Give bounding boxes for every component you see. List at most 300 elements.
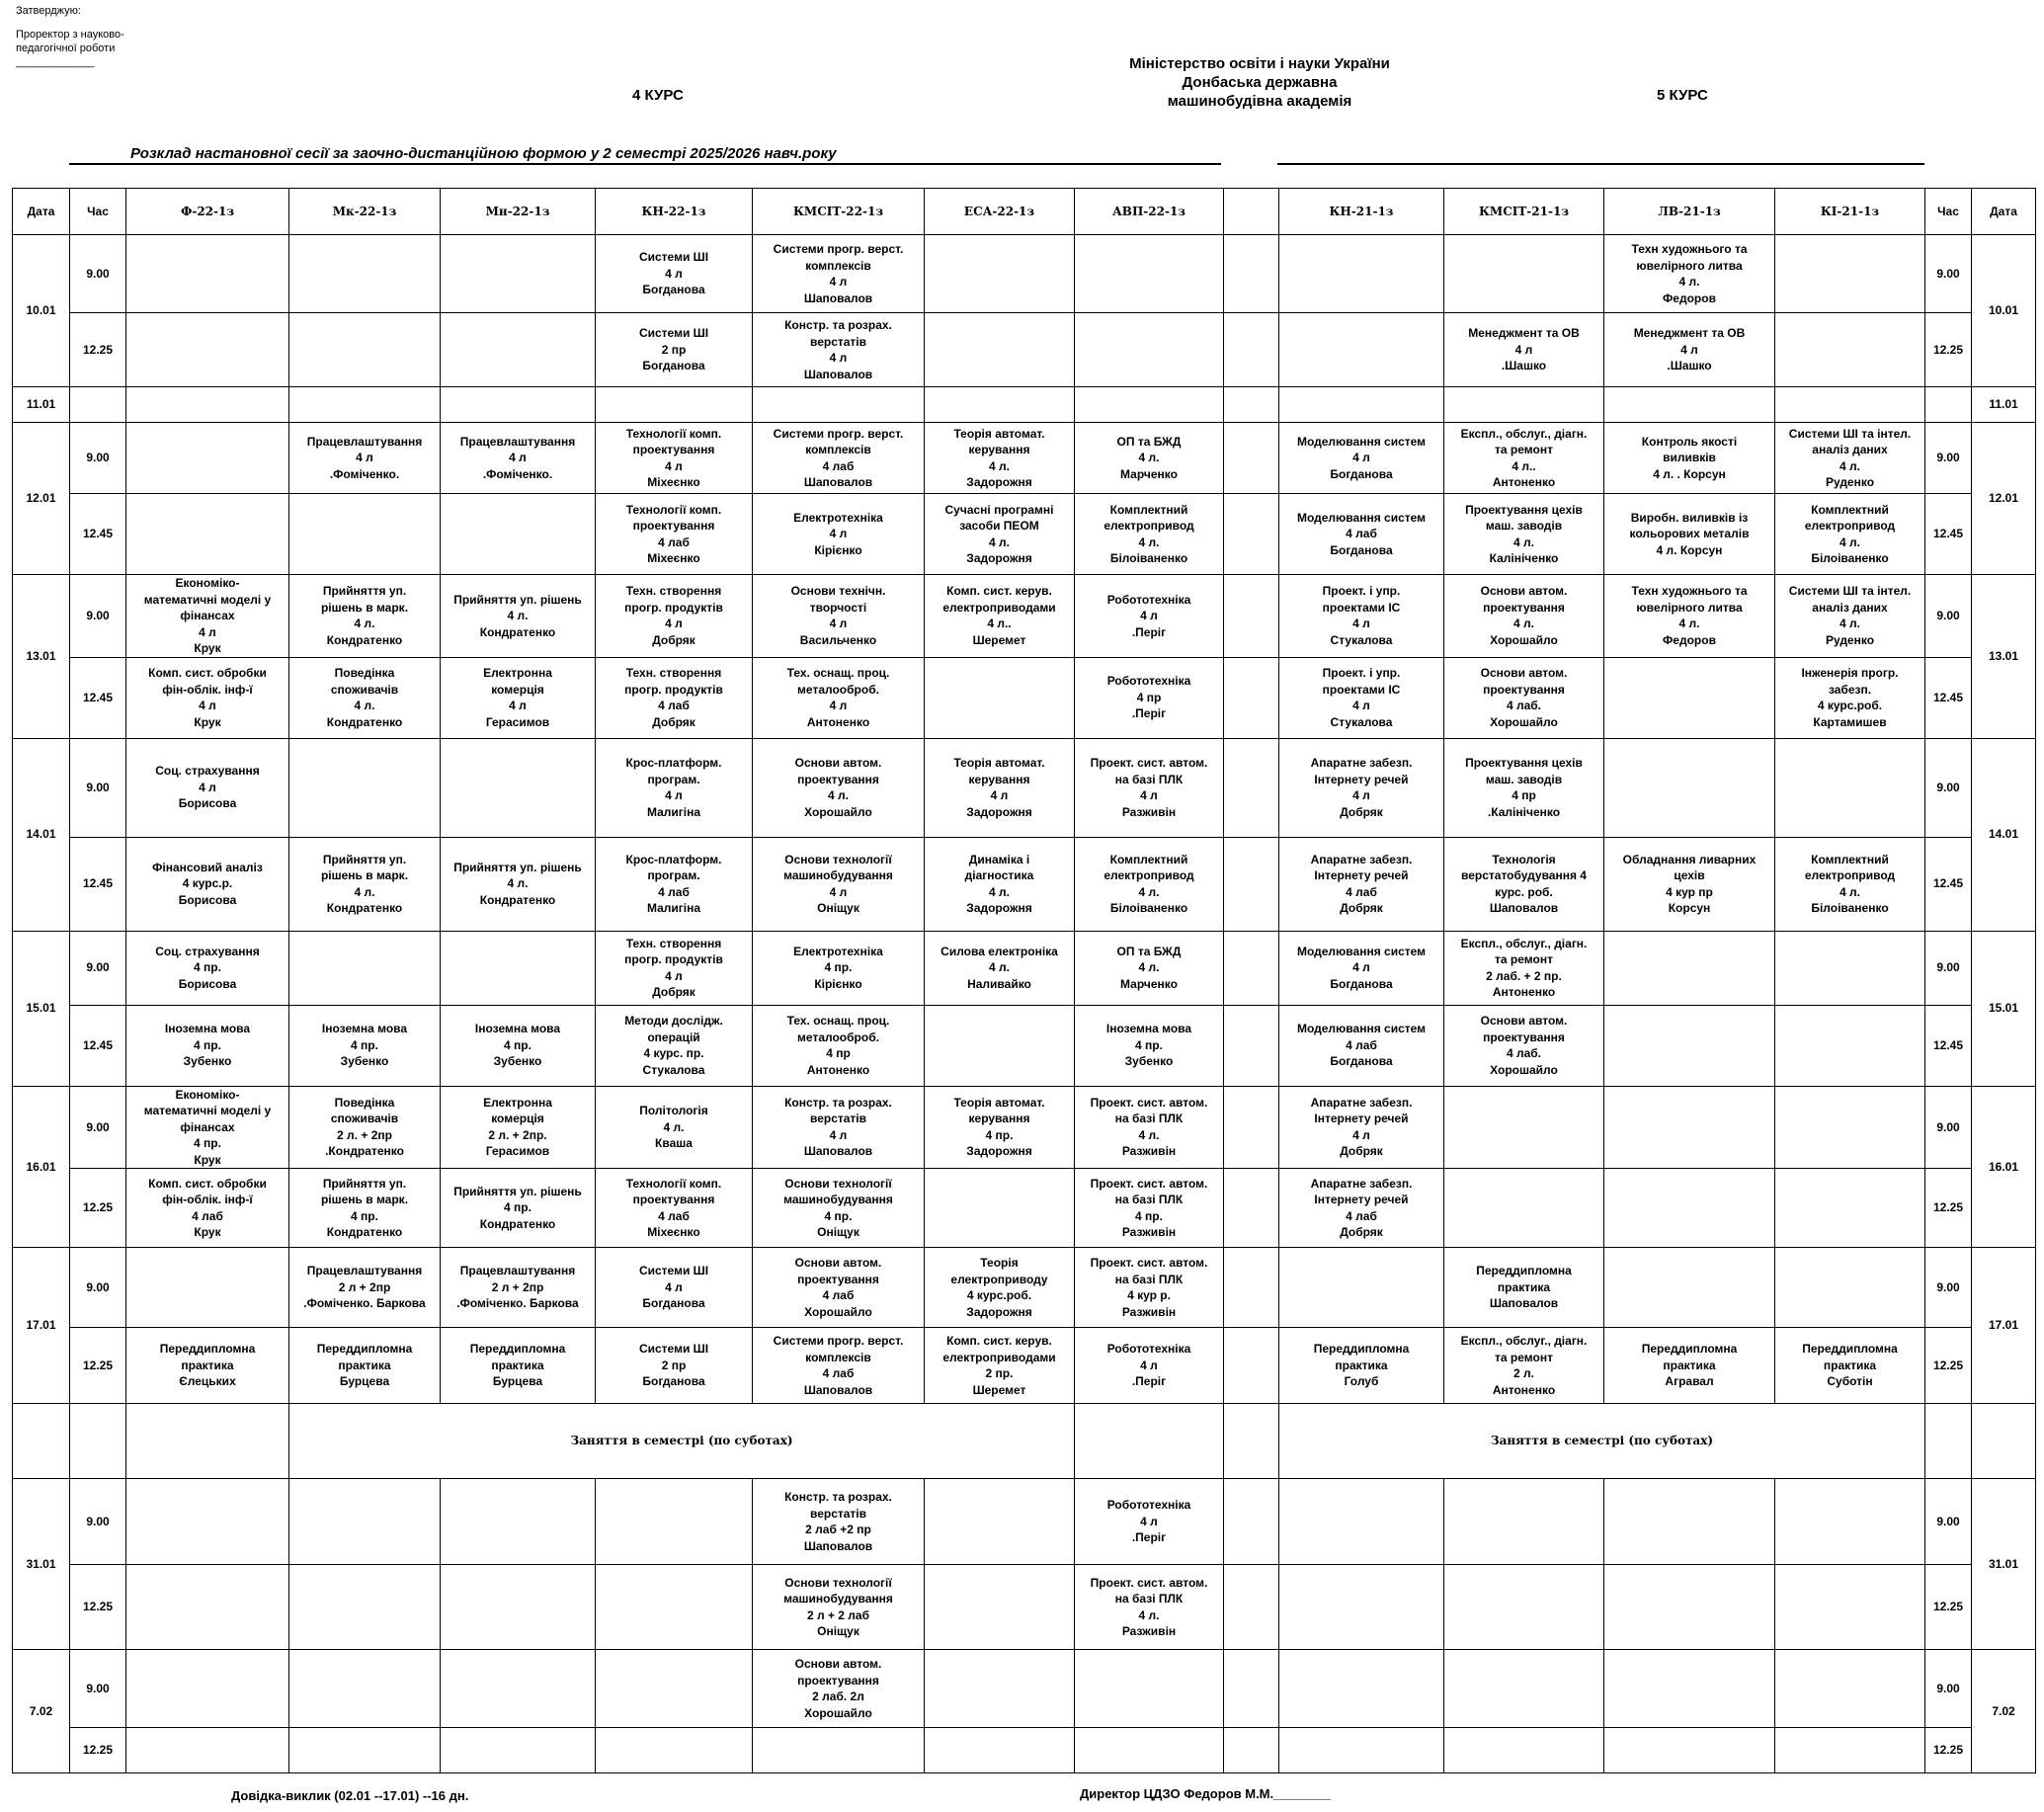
schedule-table <box>12 188 2036 1773</box>
class-cell <box>1604 1565 1775 1650</box>
class-cell <box>1279 1728 1444 1773</box>
time-cell: 9.00 <box>70 1086 126 1169</box>
gap-cell <box>1224 1248 1279 1328</box>
class-cell <box>1075 494 1224 575</box>
class-cell <box>1604 313 1775 387</box>
saturday-label: Заняття в семестрі (по суботах) <box>1279 1404 1925 1479</box>
schedule-row <box>13 1086 2036 1169</box>
class-cell <box>126 657 289 738</box>
gap-cell <box>1224 1728 1279 1773</box>
class-cell <box>1604 657 1775 738</box>
class-cell <box>126 1650 289 1728</box>
class-text: Моделювання систем 4 л Богданова <box>1296 434 1427 481</box>
class-cell <box>1775 931 1925 1005</box>
date-cell: 11.01 <box>1972 387 2036 423</box>
class-cell <box>1444 1328 1604 1404</box>
class-cell <box>1279 1169 1444 1248</box>
class-cell <box>289 931 441 1005</box>
class-cell <box>1075 1650 1224 1728</box>
time-cell: 9.00 <box>70 1650 126 1728</box>
date-cell <box>1972 1404 2036 1479</box>
class-text: Прийняття уп. рішень в марк. 4 л. Кондратенко <box>320 852 409 915</box>
class-cell <box>1775 1479 1925 1565</box>
class-cell <box>925 1169 1075 1248</box>
date-cell: 15.01 <box>13 931 70 1086</box>
class-cell <box>1279 1650 1444 1728</box>
class-text: Основи технічн. творчості 4 л Васильченко <box>790 584 886 647</box>
class-cell <box>753 423 925 494</box>
schedule-row <box>13 931 2036 1005</box>
header-date-right: Дата <box>1972 189 2036 235</box>
class-cell <box>925 931 1075 1005</box>
class-cell <box>289 1248 441 1328</box>
date-cell: 16.01 <box>1972 1086 2036 1248</box>
class-cell <box>1279 423 1444 494</box>
class-cell <box>126 575 289 658</box>
schedule-row <box>13 1169 2036 1248</box>
class-text: Апаратне забезп. Інтернету речей 4 лаб Добряк <box>1310 1176 1413 1239</box>
class-cell <box>925 494 1075 575</box>
class-text: Апаратне забезп. Інтернету речей 4 л Добряк <box>1310 756 1413 819</box>
time-cell: 12.45 <box>70 1005 126 1086</box>
certificate-note: Довідка-виклик (02.01 --17.01) --16 дн. <box>231 1788 469 1803</box>
class-cell <box>126 738 289 837</box>
class-cell <box>753 1479 925 1565</box>
class-cell <box>753 1248 925 1328</box>
class-cell <box>126 931 289 1005</box>
class-cell <box>1444 387 1604 423</box>
class-cell <box>441 1479 596 1565</box>
time-cell: 9.00 <box>1925 931 1972 1005</box>
class-cell <box>1604 1479 1775 1565</box>
class-text: Техн. створення прогр. продуктів 4 л Добряк <box>624 584 723 647</box>
ministry-line-1: Міністерство освіти і науки України <box>1129 55 1390 72</box>
class-text: Комп. сист. обробки фін-облік. інф-ї 4 л Крук <box>148 666 267 729</box>
date-cell: 31.01 <box>13 1479 70 1650</box>
class-text: Теорія автомат. керування 4 пр. Задорожня <box>953 1095 1045 1159</box>
class-cell <box>596 1565 753 1650</box>
class-text: Прийняття уп. рішень в марк. 4 л. Кондратенко <box>320 584 409 647</box>
class-text: Іноземна мова 4 пр. Зубенко <box>474 1022 561 1069</box>
class-cell <box>126 423 289 494</box>
gap-cell <box>1224 423 1279 494</box>
class-text: Моделювання систем 4 лаб Богданова <box>1296 510 1427 557</box>
class-cell <box>1444 837 1604 931</box>
class-cell <box>596 575 753 658</box>
class-cell <box>596 837 753 931</box>
time-cell <box>70 1404 126 1479</box>
class-cell <box>289 1728 441 1773</box>
class-cell <box>126 1169 289 1248</box>
class-cell <box>1775 1248 1925 1328</box>
group-header: КІ-21-1з <box>1775 189 1925 235</box>
class-cell <box>126 1479 289 1565</box>
class-cell <box>289 1086 441 1169</box>
class-cell <box>1604 1169 1775 1248</box>
class-text: Електронна комерція 2 л. + 2пр. Герасимов <box>483 1095 552 1159</box>
class-cell <box>441 1565 596 1650</box>
date-cell: 17.01 <box>1972 1248 2036 1404</box>
ministry-line-2: Донбаська державна <box>1182 74 1338 91</box>
class-cell <box>289 1650 441 1728</box>
class-text: Системи прогр. верст. комплексів 4 л Шаповалов <box>773 242 904 305</box>
title-underline-left <box>69 163 1221 165</box>
header-time-right: Час <box>1925 189 1972 235</box>
class-text: Проект. сист. автом. на базі ПЛК 4 кур р. Разживін <box>1090 1256 1208 1319</box>
class-text: Тех. оснащ. проц. металооброб. 4 л Антоненко <box>786 666 890 729</box>
class-text: Експл., обслуг., діагн. та ремонт 4 л.. Антоненко <box>1460 426 1588 489</box>
class-cell <box>289 1565 441 1650</box>
class-cell <box>1775 1086 1925 1169</box>
class-text: Працевлаштування 2 л + 2пр .Фоміченко. Баркова <box>456 1264 579 1311</box>
class-cell <box>753 494 925 575</box>
director-signature: Директор ЦДЗО Федоров М.М.________ <box>1080 1786 1331 1801</box>
class-cell <box>126 1248 289 1328</box>
class-cell <box>1775 387 1925 423</box>
class-cell <box>925 235 1075 313</box>
class-cell <box>1279 313 1444 387</box>
class-text: Основи автом. проектування 4 лаб. Хорошайло <box>1480 666 1568 729</box>
time-cell: 12.25 <box>1925 313 1972 387</box>
class-text: Поведінка споживачів 2 л. + 2пр .Кондратенко <box>325 1095 404 1159</box>
class-cell <box>596 1728 753 1773</box>
time-cell: 12.25 <box>1925 1328 1972 1404</box>
class-cell <box>1604 423 1775 494</box>
class-cell <box>753 837 925 931</box>
class-cell <box>441 931 596 1005</box>
class-text: Експл., обслуг., діагн. та ремонт 2 лаб. + 2 пр. Антоненко <box>1460 936 1588 999</box>
class-text: Методи дослідж. операцій 4 курс. пр. Стукалова <box>624 1014 723 1077</box>
time-cell: 12.25 <box>70 1728 126 1773</box>
time-cell: 9.00 <box>1925 1248 1972 1328</box>
class-text: Технології комп. проектування 4 лаб Міхеєнко <box>625 1176 722 1239</box>
class-cell <box>441 575 596 658</box>
class-cell <box>1444 1086 1604 1169</box>
class-cell <box>1279 235 1444 313</box>
date-cell: 13.01 <box>1972 575 2036 739</box>
class-cell <box>1279 738 1444 837</box>
time-cell: 9.00 <box>70 235 126 313</box>
class-cell <box>1775 1565 1925 1650</box>
class-cell <box>925 1565 1075 1650</box>
group-header: ЕСА-22-1з <box>925 189 1075 235</box>
schedule-row <box>13 1005 2036 1086</box>
class-text: Прийняття уп. рішень 4 л. Кондратенко <box>453 860 582 907</box>
time-cell: 9.00 <box>1925 575 1972 658</box>
class-text: Силова електроніка 4 л. Наливайко <box>940 944 1058 991</box>
schedule-row <box>13 837 2036 931</box>
class-cell <box>596 1328 753 1404</box>
class-text: Апаратне забезп. Інтернету речей 4 л Добряк <box>1310 1095 1413 1159</box>
time-cell: 12.45 <box>70 494 126 575</box>
class-cell <box>1775 1728 1925 1773</box>
class-cell <box>1279 1479 1444 1565</box>
class-text: Електротехніка 4 пр. Кірієнко <box>793 944 883 991</box>
class-cell <box>1075 235 1224 313</box>
class-cell <box>753 1169 925 1248</box>
class-text: Переддипломна практика Агравал <box>1641 1342 1738 1389</box>
schedule-row <box>13 387 2036 423</box>
class-text: Експл., обслуг., діагн. та ремонт 2 л. Антоненко <box>1460 1334 1588 1397</box>
class-cell <box>1604 738 1775 837</box>
schedule-row <box>13 1479 2036 1565</box>
time-cell: 9.00 <box>70 931 126 1005</box>
class-cell <box>753 1005 925 1086</box>
class-cell <box>1604 1728 1775 1773</box>
class-cell <box>1775 1169 1925 1248</box>
class-cell <box>1775 1005 1925 1086</box>
class-cell <box>1075 657 1224 738</box>
header-date-left: Дата <box>13 189 70 235</box>
schedule-row <box>13 1650 2036 1728</box>
class-cell <box>441 1086 596 1169</box>
approval-line-3: педагогічної роботи <box>16 42 116 54</box>
class-text: Економіко- математичні моделі у фінансах 4 л Крук <box>143 576 272 655</box>
class-cell <box>1279 931 1444 1005</box>
class-cell <box>1075 1479 1224 1565</box>
gap-cell <box>1224 657 1279 738</box>
time-cell: 12.25 <box>1925 1169 1972 1248</box>
class-text: Системи ШІ 2 пр Богданова <box>638 326 709 373</box>
class-cell <box>1604 235 1775 313</box>
gap-cell <box>1224 575 1279 658</box>
class-text: Проект. сист. автом. на базі ПЛК 4 л. Разживін <box>1090 1095 1208 1159</box>
class-text: Комплектний електропривод 4 л. Білоіваненко <box>1804 502 1896 565</box>
time-cell: 12.45 <box>70 837 126 931</box>
time-cell: 9.00 <box>1925 235 1972 313</box>
class-cell <box>441 494 596 575</box>
title-underline-right <box>1277 163 1924 165</box>
class-cell <box>1775 738 1925 837</box>
date-cell: 10.01 <box>1972 235 2036 387</box>
class-cell <box>441 235 596 313</box>
class-cell <box>1604 1086 1775 1169</box>
class-cell <box>1279 1328 1444 1404</box>
class-cell <box>441 1169 596 1248</box>
time-cell: 9.00 <box>70 738 126 837</box>
class-text: ОП та БЖД 4 л. Марченко <box>1116 944 1182 991</box>
class-cell <box>1075 1169 1224 1248</box>
class-cell <box>441 1728 596 1773</box>
class-text: Технологія верстатобудування 4 курс. роб. Шаповалов <box>1461 852 1587 915</box>
schedule-row <box>13 313 2036 387</box>
class-cell <box>1775 313 1925 387</box>
class-cell <box>441 387 596 423</box>
class-text: Прийняття уп. рішень 4 пр. Кондратенко <box>453 1184 582 1231</box>
gap-cell <box>1224 1404 1279 1479</box>
class-cell <box>596 657 753 738</box>
group-header: ЛВ-21-1з <box>1604 189 1775 235</box>
class-cell <box>1279 494 1444 575</box>
class-text: Комп. сист. обробки фін-облік. інф-ї 4 лаб Крук <box>148 1176 267 1239</box>
date-cell: 7.02 <box>13 1650 70 1773</box>
class-cell <box>1444 1565 1604 1650</box>
class-text: Робототехніка 4 л .Періг <box>1106 1498 1191 1545</box>
saturday-header-row <box>13 1404 2036 1479</box>
class-cell <box>596 1248 753 1328</box>
class-cell <box>925 738 1075 837</box>
class-text: Робототехніка 4 л .Періг <box>1106 1342 1191 1389</box>
class-text: Контроль якості виливків 4 л. . Корсун <box>1641 434 1738 481</box>
time-cell: 9.00 <box>1925 423 1972 494</box>
class-cell <box>289 1005 441 1086</box>
class-cell <box>289 575 441 658</box>
class-cell <box>753 931 925 1005</box>
class-cell <box>925 575 1075 658</box>
schedule-row <box>13 1728 2036 1773</box>
class-cell <box>753 387 925 423</box>
class-cell <box>753 1086 925 1169</box>
class-cell <box>126 1005 289 1086</box>
class-cell <box>753 575 925 658</box>
time-cell: 12.45 <box>70 657 126 738</box>
class-text: Техн художнього та ювелірного литва 4 л. Федоров <box>1631 242 1748 305</box>
gap-cell <box>1224 1650 1279 1728</box>
date-cell: 15.01 <box>1972 931 2036 1086</box>
date-cell: 10.01 <box>13 235 70 387</box>
class-cell <box>1444 235 1604 313</box>
class-cell <box>1604 1328 1775 1404</box>
class-text: Динаміка і діагностика 4 л. Задорожня <box>964 852 1034 915</box>
date-cell: 7.02 <box>1972 1650 2036 1773</box>
class-cell <box>1604 1005 1775 1086</box>
class-cell <box>753 657 925 738</box>
class-cell <box>925 657 1075 738</box>
class-text: Фінансовий аналіз 4 курс.р. Борисова <box>152 860 263 907</box>
class-text: Теорія автомат. керування 4 л. Задорожня <box>953 426 1045 489</box>
date-cell: 16.01 <box>13 1086 70 1248</box>
class-cell <box>1075 1728 1224 1773</box>
class-cell <box>925 313 1075 387</box>
class-cell <box>753 1565 925 1650</box>
class-text: Основи автом. проектування 4 лаб Хорошайло <box>794 1256 882 1319</box>
class-cell <box>126 1086 289 1169</box>
class-text: Теорія електроприводу 4 курс.роб. Задорожня <box>950 1256 1048 1319</box>
class-text: Переддипломна практика Бурцева <box>469 1342 566 1389</box>
class-cell <box>1279 657 1444 738</box>
class-cell <box>1604 575 1775 658</box>
time-cell: 9.00 <box>70 575 126 658</box>
schedule-row <box>13 738 2036 837</box>
class-text: Проект. і упр. проектами ІС 4 л Стукалова <box>1322 666 1401 729</box>
class-cell <box>596 235 753 313</box>
class-text: Системи прогр. верст. комплексів 4 лаб Шаповалов <box>773 426 904 489</box>
class-cell <box>1075 1005 1224 1086</box>
class-cell <box>1444 494 1604 575</box>
class-cell <box>596 313 753 387</box>
class-cell <box>1444 1248 1604 1328</box>
class-text: Проект. сист. автом. на базі ПЛК 4 л Разживін <box>1090 756 1208 819</box>
class-cell <box>289 423 441 494</box>
class-text: Основи автом. проектування 4 л. Хорошайло <box>794 756 882 819</box>
class-cell <box>1775 1650 1925 1728</box>
class-text: Основи технології машинобудування 4 л Оніщук <box>783 852 893 915</box>
class-text: Іноземна мова 4 пр. Зубенко <box>1105 1022 1192 1069</box>
group-header: АВП-22-1з <box>1075 189 1224 235</box>
class-cell <box>1775 657 1925 738</box>
class-text: Основи автом. проектування 4 л. Хорошайло <box>1480 584 1568 647</box>
class-cell <box>1279 1005 1444 1086</box>
class-cell <box>441 1328 596 1404</box>
class-cell <box>289 738 441 837</box>
class-cell <box>1604 837 1775 931</box>
class-cell <box>925 837 1075 931</box>
class-text: Переддипломна практика Голуб <box>1313 1342 1410 1389</box>
class-cell <box>126 1728 289 1773</box>
class-cell <box>1075 837 1224 931</box>
class-text: Економіко- математичні моделі у фінансах 4 пр. Крук <box>143 1087 272 1167</box>
class-cell <box>1075 1248 1224 1328</box>
time-cell: 9.00 <box>1925 1086 1972 1169</box>
class-cell <box>1444 931 1604 1005</box>
class-cell <box>126 1328 289 1404</box>
class-cell <box>596 1086 753 1169</box>
class-text: Проект. і упр. проектами ІС 4 л Стукалова <box>1322 584 1401 647</box>
class-text: Менеджмент та ОВ 4 л .Шашко <box>1468 326 1580 373</box>
class-text: Основи технології машинобудування 2 л + 2 лаб Оніщук <box>783 1575 893 1638</box>
class-cell <box>289 235 441 313</box>
class-text: Комп. сист. керув. електроприводами 4 л.. Шеремет <box>942 584 1056 647</box>
class-cell <box>925 387 1075 423</box>
gap-cell <box>1224 931 1279 1005</box>
class-text: Техн. створення прогр. продуктів 4 л Добряк <box>624 936 723 999</box>
class-cell <box>596 931 753 1005</box>
class-cell <box>126 1565 289 1650</box>
class-cell <box>289 387 441 423</box>
date-cell: 17.01 <box>13 1248 70 1404</box>
class-text: Обладнання ливарних цехів 4 кур пр Корсун <box>1622 852 1757 915</box>
class-text: Працевлаштування 2 л + 2пр .Фоміченко. Баркова <box>303 1264 426 1311</box>
date-cell: 14.01 <box>13 738 70 931</box>
class-text: Проектування цехів маш. заводів 4 л. Калініченко <box>1465 502 1583 565</box>
gap-cell <box>1224 1479 1279 1565</box>
class-cell <box>1444 738 1604 837</box>
class-cell <box>126 1404 289 1479</box>
time-cell: 12.25 <box>70 1169 126 1248</box>
class-text: Крос-платформ. програм. 4 л Малигіна <box>625 756 722 819</box>
time-cell: 12.25 <box>1925 1728 1972 1773</box>
class-cell <box>1444 1650 1604 1728</box>
class-cell <box>1075 931 1224 1005</box>
class-text: Прийняття уп. рішень 4 л. Кондратенко <box>453 592 582 639</box>
class-cell <box>1444 1728 1604 1773</box>
gap-cell <box>1224 494 1279 575</box>
class-cell <box>1444 575 1604 658</box>
class-cell <box>289 494 441 575</box>
class-text: Моделювання систем 4 л Богданова <box>1296 944 1427 991</box>
class-cell <box>1604 494 1775 575</box>
time-cell: 12.45 <box>1925 837 1972 931</box>
schedule-row <box>13 423 2036 494</box>
class-cell <box>1444 1479 1604 1565</box>
class-text: Констр. та розрах. верстатів 2 лаб +2 пр Шаповалов <box>784 1490 892 1553</box>
class-cell <box>1075 387 1224 423</box>
class-text: Переддипломна практика Шаповалов <box>1476 1264 1572 1311</box>
class-cell <box>441 837 596 931</box>
class-text: Системи прогр. верст. комплексів 4 лаб Шаповалов <box>773 1334 904 1397</box>
class-text: Інженерія прогр. забезп. 4 курс.роб. Картамишев <box>1801 666 1899 729</box>
date-cell: 12.01 <box>13 423 70 575</box>
time-cell: 12.25 <box>1925 1565 1972 1650</box>
class-text: Менеджмент та ОВ 4 л .Шашко <box>1633 326 1746 373</box>
class-text: Технології комп. проектування 4 л Міхеєнко <box>625 426 722 489</box>
time-cell <box>70 387 126 423</box>
time-cell <box>1925 387 1972 423</box>
class-cell <box>1604 1248 1775 1328</box>
date-cell: 14.01 <box>1972 738 2036 931</box>
schedule-body <box>13 235 2036 1773</box>
gap-cell <box>1224 235 1279 313</box>
